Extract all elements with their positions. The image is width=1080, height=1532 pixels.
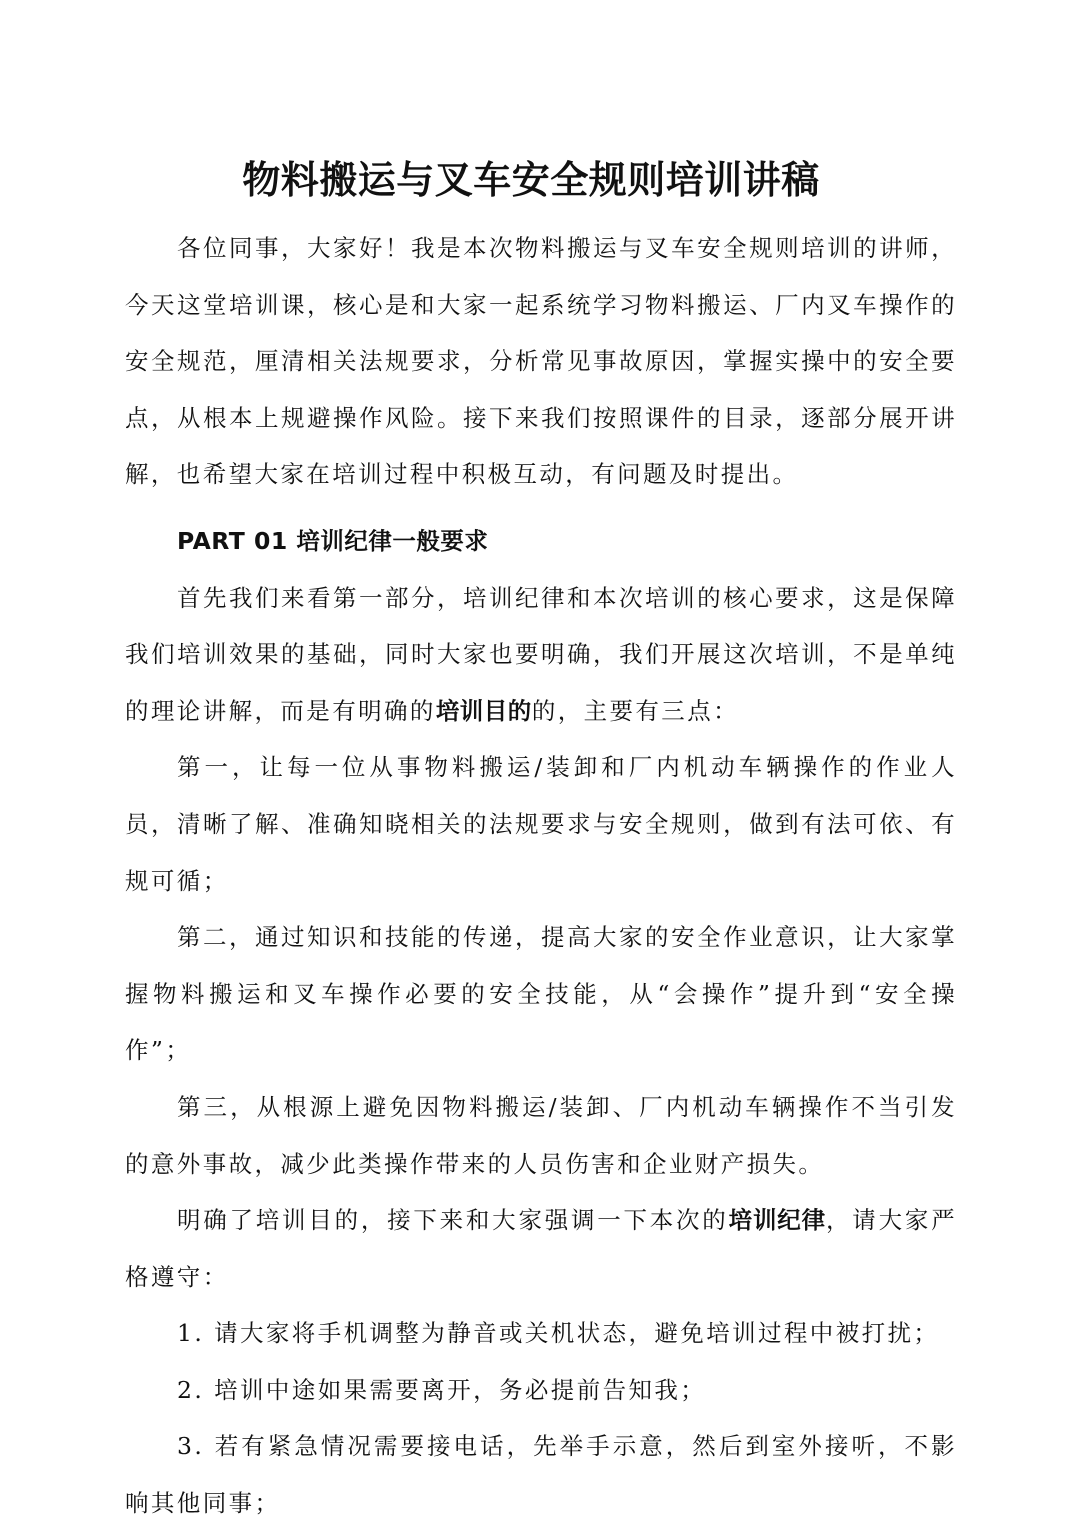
purpose-item-2: 第二，通过知识和技能的传递，提高大家的安全作业意识，让大家掌握物料搬运和叉车操作必要的安全技能，从“会操作”提升到“安全操作”； xyxy=(125,923,957,1065)
rule-item-2: 2. 培训中途如果需要离开，务必提前告知我； xyxy=(177,1375,707,1404)
discipline-text-after: ，请大家严格遵守： xyxy=(125,1206,958,1291)
discipline-paragraph xyxy=(125,1192,957,1305)
part1-text-before: 首先我们来看第一部分，培训纪律和本次培训的核心要求，这是保障我们培训效果的基础，同时大家也要明确，我们开展这次培训，不是单纯的理论讲解，而是有明确的 xyxy=(125,583,957,725)
training-discipline-emphasis: 培训纪律 xyxy=(728,1206,827,1235)
part1-paragraph xyxy=(125,570,957,740)
rule-item-1: 1. 请大家将手机调整为静音或关机状态，避免培训过程中被打扰； xyxy=(177,1319,940,1348)
section-heading-part-01: PART 01 培训纪律一般要求 xyxy=(177,526,489,555)
training-purpose-emphasis: 培训目的 xyxy=(435,696,532,725)
intro-paragraph: 各位同事，大家好！我是本次物料搬运与叉车安全规则培训的讲师，今天这堂培训课，核心是和大家一起系统学习物料搬运、厂内叉车操作的安全规范，厘清相关法规要求，分析常见事故原因，掌握实操中的安全要点，从根本上规避操作风险。接下来我们按照课件的目录，逐部分展开讲解，也希望大家在培训过程中积极互动，有问题及时提出。 xyxy=(125,234,957,489)
document-page xyxy=(125,150,957,1532)
document-title: 物料搬运与叉车安全规则培训讲稿 xyxy=(242,158,820,202)
discipline-text-before: 明确了培训目的，接下来和大家强调一下本次的 xyxy=(177,1206,729,1235)
purpose-item-3: 第三，从根源上避免因物料搬运/装卸、厂内机动车辆操作不当引发的意外事故，减少此类操作带来的人员伤害和企业财产损失。 xyxy=(125,1092,957,1178)
rule-item-3: 3. 若有紧急情况需要接电话，先举手示意，然后到室外接听，不影响其他同事； xyxy=(125,1432,957,1518)
part1-text-after: 的，主要有三点： xyxy=(531,696,740,725)
purpose-item-1: 第一，让每一位从事物料搬运/装卸和厂内机动车辆操作的作业人员，清晰了解、准确知晓相关的法规要求与安全规则，做到有法可依、有规可循； xyxy=(125,753,957,895)
